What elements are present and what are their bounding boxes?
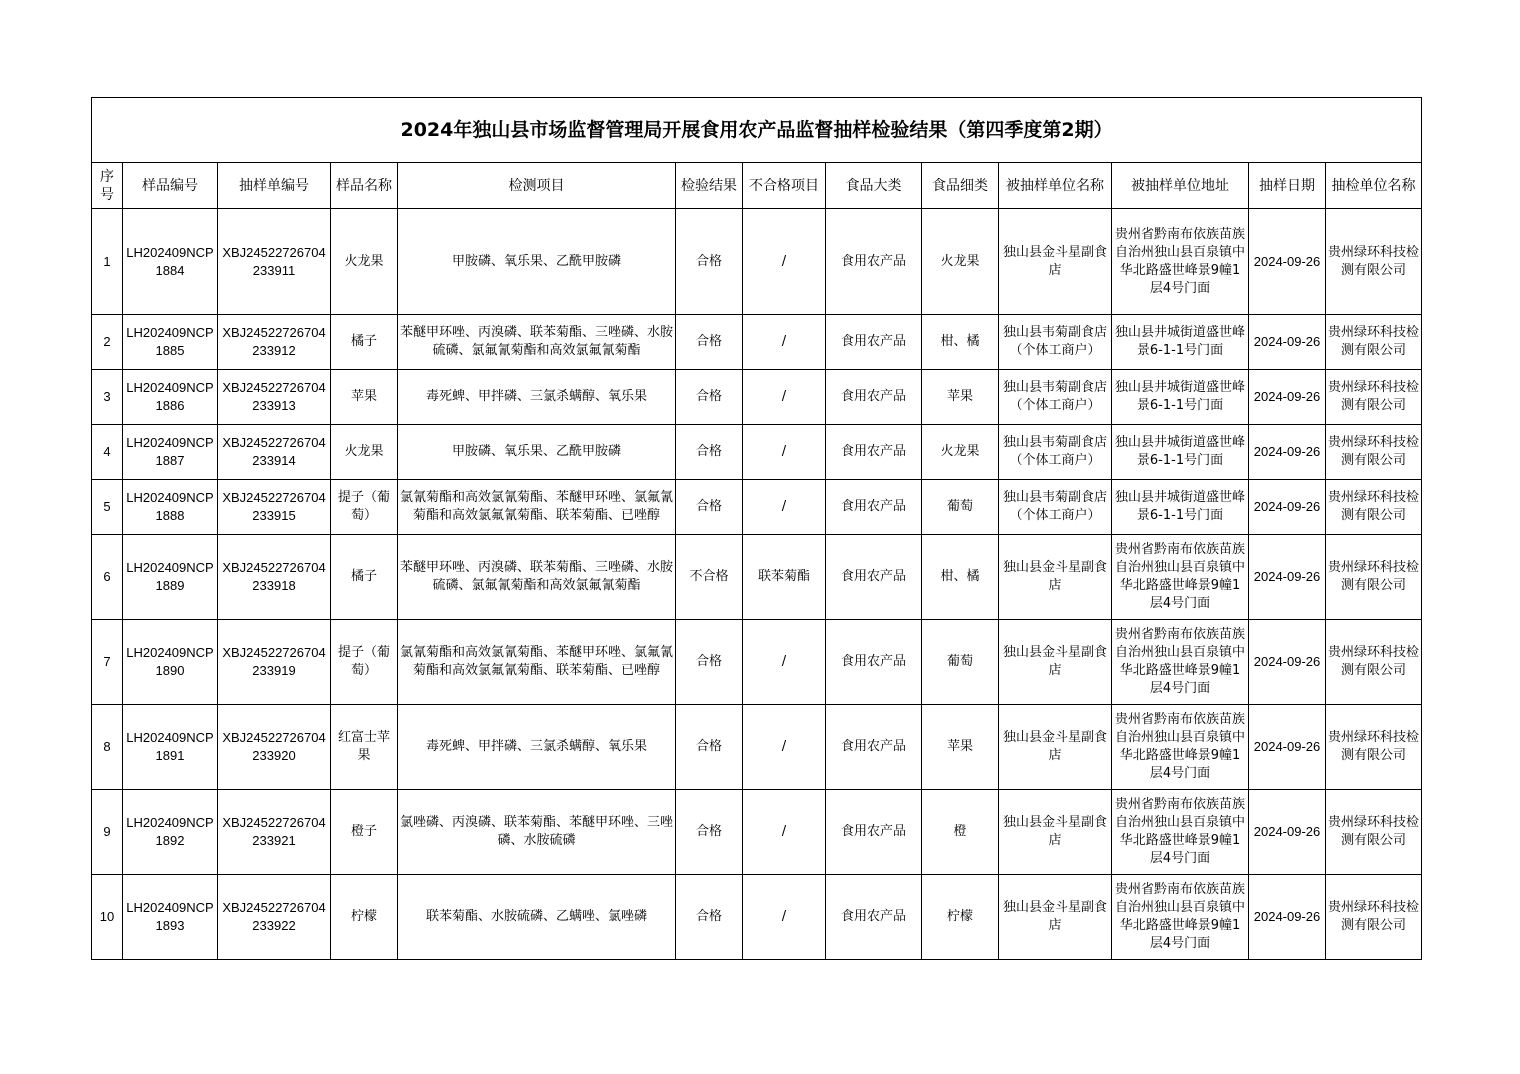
cell-address-text: 贵州省黔南布依族苗族自治州独山县百泉镇中华北路盛世峰景9幢1层4号门面 [1114, 712, 1245, 781]
cell-sample-name: 提子（葡萄） [331, 620, 398, 705]
cell-result: 合格 [676, 875, 743, 960]
cell-date: 2024-09-26 [1249, 875, 1326, 960]
cell-result: 合格 [676, 425, 743, 480]
cell-fail-item: / [743, 480, 826, 535]
cell-sample-id: LH202409NCP1886 [123, 370, 218, 425]
header-address: 被抽样单位地址 [1112, 163, 1249, 209]
cell-fail-item: / [743, 790, 826, 875]
cell-address-text: 贵州省黔南布依族苗族自治州独山县百泉镇中华北路盛世峰景9幢1层4号门面 [1114, 797, 1245, 866]
table-row [92, 425, 1422, 480]
cell-address [1112, 790, 1249, 875]
cell-address [1112, 620, 1249, 705]
cell-form-id: XBJ24522726704233914 [218, 425, 331, 480]
cell-no: 9 [92, 790, 123, 875]
cell-date: 2024-09-26 [1249, 425, 1326, 480]
cell-no: 2 [92, 315, 123, 370]
cell-unit: 独山县韦菊副食店（个体工商户） [999, 315, 1112, 370]
cell-subcategory: 葡萄 [922, 620, 999, 705]
header-subcategory: 食品细类 [922, 163, 999, 209]
cell-no: 7 [92, 620, 123, 705]
table-row [92, 209, 1422, 315]
results-table [91, 97, 1422, 960]
cell-form-id: XBJ24522726704233915 [218, 480, 331, 535]
cell-date: 2024-09-26 [1249, 315, 1326, 370]
cell-agency: 贵州绿环科技检测有限公司 [1326, 875, 1422, 960]
cell-category: 食用农产品 [826, 315, 922, 370]
cell-test-items: 苯醚甲环唑、丙溴磷、联苯菊酯、三唑磷、水胺硫磷、氯氟氰菊酯和高效氯氟氰菊酯 [398, 535, 676, 620]
cell-unit: 独山县金斗星副食店 [999, 790, 1112, 875]
cell-fail-item: / [743, 370, 826, 425]
cell-sample-name: 橘子 [331, 315, 398, 370]
cell-sample-name: 红富士苹果 [331, 705, 398, 790]
header-agency: 抽检单位名称 [1326, 163, 1422, 209]
cell-fail-item: / [743, 620, 826, 705]
cell-sample-id: LH202409NCP1887 [123, 425, 218, 480]
cell-sample-id: LH202409NCP1889 [123, 535, 218, 620]
cell-address [1112, 535, 1249, 620]
cell-address: 独山县井城街道盛世峰景6-1-1号门面 [1112, 315, 1249, 370]
cell-category: 食用农产品 [826, 209, 922, 315]
cell-date: 2024-09-26 [1249, 480, 1326, 535]
cell-date: 2024-09-26 [1249, 790, 1326, 875]
cell-agency: 贵州绿环科技检测有限公司 [1326, 315, 1422, 370]
cell-result: 合格 [676, 620, 743, 705]
cell-subcategory: 火龙果 [922, 209, 999, 315]
cell-agency: 贵州绿环科技检测有限公司 [1326, 705, 1422, 790]
cell-unit: 独山县金斗星副食店 [999, 705, 1112, 790]
cell-test-items: 苯醚甲环唑、丙溴磷、联苯菊酯、三唑磷、水胺硫磷、氯氟氰菊酯和高效氯氟氰菊酯 [398, 315, 676, 370]
cell-result: 不合格 [676, 535, 743, 620]
cell-date: 2024-09-26 [1249, 209, 1326, 315]
cell-date: 2024-09-26 [1249, 535, 1326, 620]
cell-unit: 独山县韦菊副食店（个体工商户） [999, 480, 1112, 535]
cell-agency: 贵州绿环科技检测有限公司 [1326, 480, 1422, 535]
cell-test-items: 甲胺磷、氧乐果、乙酰甲胺磷 [398, 425, 676, 480]
cell-category: 食用农产品 [826, 705, 922, 790]
cell-subcategory: 火龙果 [922, 425, 999, 480]
cell-address-text: 贵州省黔南布依族苗族自治州独山县百泉镇中华北路盛世峰景9幢1层4号门面 [1114, 542, 1245, 611]
cell-category: 食用农产品 [826, 370, 922, 425]
cell-form-id: XBJ24522726704233912 [218, 315, 331, 370]
cell-sample-id: LH202409NCP1884 [123, 209, 218, 315]
cell-sample-id: LH202409NCP1888 [123, 480, 218, 535]
cell-subcategory: 苹果 [922, 370, 999, 425]
cell-test-items: 毒死蜱、甲拌磷、三氯杀螨醇、氧乐果 [398, 370, 676, 425]
cell-sample-id: LH202409NCP1892 [123, 790, 218, 875]
cell-no: 3 [92, 370, 123, 425]
cell-no: 8 [92, 705, 123, 790]
cell-fail-item: / [743, 209, 826, 315]
cell-address: 贵州省黔南布依族苗族自治州独山县百泉镇中华北路盛世峰景9幢1层4号门面 [1112, 209, 1249, 315]
cell-address [1112, 875, 1249, 960]
cell-unit: 独山县金斗星副食店 [999, 535, 1112, 620]
cell-agency: 贵州绿环科技检测有限公司 [1326, 620, 1422, 705]
cell-agency: 贵州绿环科技检测有限公司 [1326, 535, 1422, 620]
cell-no: 10 [92, 875, 123, 960]
cell-result: 合格 [676, 209, 743, 315]
cell-date: 2024-09-26 [1249, 620, 1326, 705]
cell-agency: 贵州绿环科技检测有限公司 [1326, 209, 1422, 315]
table-row [92, 620, 1422, 705]
cell-subcategory: 柠檬 [922, 875, 999, 960]
cell-sample-name: 柠檬 [331, 875, 398, 960]
cell-date: 2024-09-26 [1249, 370, 1326, 425]
cell-unit: 独山县韦菊副食店（个体工商户） [999, 370, 1112, 425]
cell-subcategory: 苹果 [922, 705, 999, 790]
table-row [92, 315, 1422, 370]
cell-form-id: XBJ24522726704233921 [218, 790, 331, 875]
cell-unit: 独山县金斗星副食店 [999, 875, 1112, 960]
cell-no: 4 [92, 425, 123, 480]
cell-fail-item: / [743, 705, 826, 790]
cell-category: 食用农产品 [826, 425, 922, 480]
cell-address: 独山县井城街道盛世峰景6-1-1号门面 [1112, 370, 1249, 425]
cell-result: 合格 [676, 705, 743, 790]
cell-fail-item: / [743, 875, 826, 960]
cell-test-items: 氯氰菊酯和高效氯氰菊酯、苯醚甲环唑、氯氟氰菊酯和高效氯氟氰菊酯、联苯菊酯、已唑醇 [398, 620, 676, 705]
table-row [92, 790, 1422, 875]
cell-form-id: XBJ24522726704233913 [218, 370, 331, 425]
header-test-items: 检测项目 [398, 163, 676, 209]
cell-unit: 独山县韦菊副食店（个体工商户） [999, 425, 1112, 480]
cell-test-items: 氯氰菊酯和高效氯氰菊酯、苯醚甲环唑、氯氟氰菊酯和高效氯氟氰菊酯、联苯菊酯、已唑醇 [398, 480, 676, 535]
cell-form-id: XBJ24522726704233922 [218, 875, 331, 960]
cell-no: 1 [92, 209, 123, 315]
cell-sample-id: LH202409NCP1890 [123, 620, 218, 705]
cell-category: 食用农产品 [826, 535, 922, 620]
cell-no: 5 [92, 480, 123, 535]
cell-unit: 独山县金斗星副食店 [999, 620, 1112, 705]
header-form-id: 抽样单编号 [218, 163, 331, 209]
cell-category: 食用农产品 [826, 875, 922, 960]
cell-form-id: XBJ24522726704233918 [218, 535, 331, 620]
cell-fail-item: 联苯菊酯 [743, 535, 826, 620]
cell-category: 食用农产品 [826, 480, 922, 535]
cell-result: 合格 [676, 315, 743, 370]
cell-address: 独山县井城街道盛世峰景6-1-1号门面 [1112, 425, 1249, 480]
table-row [92, 535, 1422, 620]
cell-category: 食用农产品 [826, 620, 922, 705]
cell-address-text: 贵州省黔南布依族苗族自治州独山县百泉镇中华北路盛世峰景9幢1层4号门面 [1114, 882, 1245, 951]
cell-result: 合格 [676, 480, 743, 535]
cell-sample-name: 火龙果 [331, 425, 398, 480]
header-fail-item: 不合格项目 [743, 163, 826, 209]
header-sample-name: 样品名称 [331, 163, 398, 209]
table-row [92, 480, 1422, 535]
cell-fail-item: / [743, 315, 826, 370]
cell-form-id: XBJ24522726704233911 [218, 209, 331, 315]
cell-fail-item: / [743, 425, 826, 480]
cell-address: 独山县井城街道盛世峰景6-1-1号门面 [1112, 480, 1249, 535]
cell-form-id: XBJ24522726704233919 [218, 620, 331, 705]
cell-sample-name: 苹果 [331, 370, 398, 425]
cell-agency: 贵州绿环科技检测有限公司 [1326, 790, 1422, 875]
table-row [92, 875, 1422, 960]
cell-test-items: 甲胺磷、氧乐果、乙酰甲胺磷 [398, 209, 676, 315]
cell-sample-name: 橘子 [331, 535, 398, 620]
cell-address-text: 贵州省黔南布依族苗族自治州独山县百泉镇中华北路盛世峰景9幢1层4号门面 [1114, 627, 1245, 696]
header-unit: 被抽样单位名称 [999, 163, 1112, 209]
cell-sample-id: LH202409NCP1893 [123, 875, 218, 960]
header-row [92, 163, 1422, 209]
cell-date: 2024-09-26 [1249, 705, 1326, 790]
header-category: 食品大类 [826, 163, 922, 209]
cell-sample-id: LH202409NCP1885 [123, 315, 218, 370]
results-sheet [91, 97, 1421, 960]
cell-address [1112, 705, 1249, 790]
cell-subcategory: 柑、橘 [922, 315, 999, 370]
table-row [92, 705, 1422, 790]
cell-sample-id: LH202409NCP1891 [123, 705, 218, 790]
header-result: 检验结果 [676, 163, 743, 209]
cell-test-items: 毒死蜱、甲拌磷、三氯杀螨醇、氧乐果 [398, 705, 676, 790]
table-row [92, 370, 1422, 425]
cell-form-id: XBJ24522726704233920 [218, 705, 331, 790]
cell-sample-name: 火龙果 [331, 209, 398, 315]
cell-agency: 贵州绿环科技检测有限公司 [1326, 425, 1422, 480]
table-body [92, 209, 1422, 960]
cell-subcategory: 葡萄 [922, 480, 999, 535]
cell-sample-name: 提子（葡萄） [331, 480, 398, 535]
cell-unit: 独山县金斗星副食店 [999, 209, 1112, 315]
cell-test-items: 联苯菊酯、水胺硫磷、乙螨唑、氯唑磷 [398, 875, 676, 960]
cell-subcategory: 柑、橘 [922, 535, 999, 620]
header-no: 序号 [92, 163, 123, 209]
cell-result: 合格 [676, 370, 743, 425]
cell-no: 6 [92, 535, 123, 620]
header-date: 抽样日期 [1249, 163, 1326, 209]
cell-test-items: 氯唑磷、丙溴磷、联苯菊酯、苯醚甲环唑、三唑磷、水胺硫磷 [398, 790, 676, 875]
cell-subcategory: 橙 [922, 790, 999, 875]
cell-sample-name: 橙子 [331, 790, 398, 875]
header-sample-id: 样品编号 [123, 163, 218, 209]
cell-result: 合格 [676, 790, 743, 875]
cell-agency: 贵州绿环科技检测有限公司 [1326, 370, 1422, 425]
page-title: 2024年独山县市场监督管理局开展食用农产品监督抽样检验结果（第四季度第2期） [92, 98, 1422, 163]
cell-category: 食用农产品 [826, 790, 922, 875]
